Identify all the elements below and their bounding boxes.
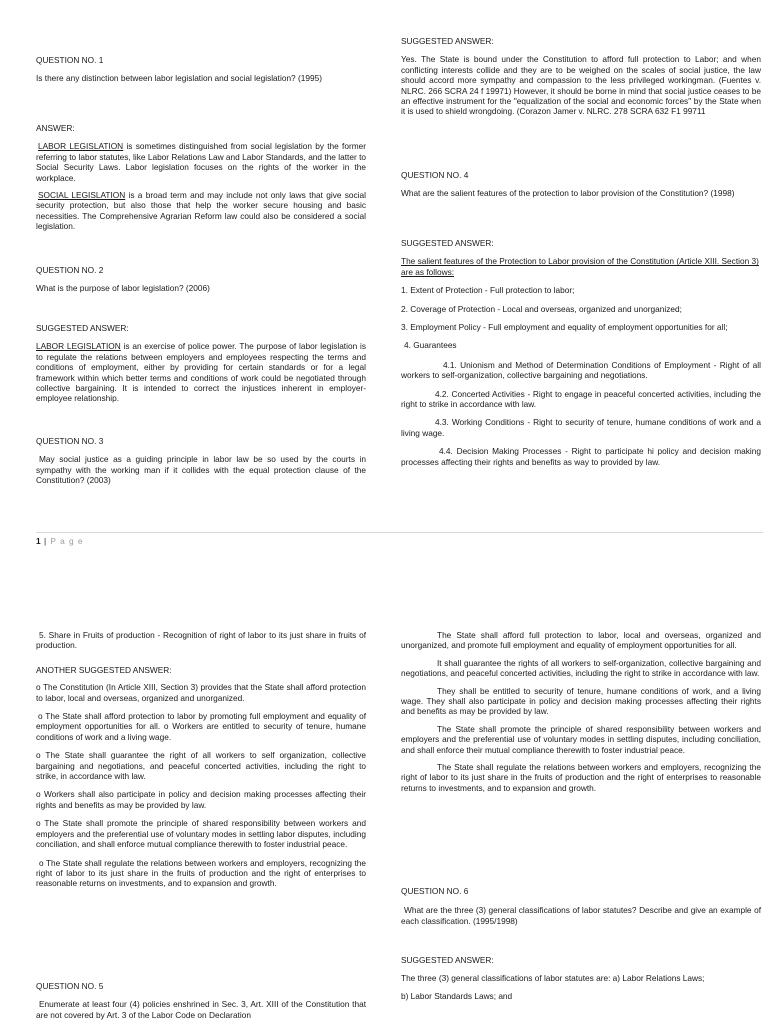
sa4-block	[401, 238, 761, 467]
page2-left	[36, 630, 366, 889]
sa3-text: Yes. The State is bound under the Constitution to afford full protection to Labor; and when conflicting interests collide and they are to be weighed on the scales of social justice, the law should accord more sympathy and compassion to the less privileged workingman. (Fuentes v. NLRC. 266 SCRA 24 f 19971) However, it should be borne in mind that social justice ceases to be an effective instrument for the "equalization of the social and economic forces" by the State when it is used to shield wrongdoing. (Corazon Jamer v. NLRC. 278 SCRA 632 F1 99711	[401, 54, 761, 117]
bullet-6: o The State shall regulate the relations between workers and employers, recognizing the right of labor to its just share in the fruits of production and the right of enterprises to reasonable returns on investments, and to expansion and growth.	[36, 857, 366, 889]
page-number: 1	[36, 536, 41, 546]
q4-heading: QUESTION NO. 4	[401, 170, 469, 180]
item4-2: 4.2. Concerted Activities - Right to engage in peaceful concerted activities, including the right to strike in accordance with law.	[401, 388, 761, 410]
const-para-3: They shall be entitled to security of tenure, humane conditions of work, and a living wage. They shall also participate in policy and decision making processes affecting their rights and benefits as may be provided by law.	[401, 685, 761, 717]
item4-1: 4.1. Unionism and Method of Determination Conditions of Employment - Right of all workers to self-organization, collective bargaining and negotiations.	[401, 359, 761, 381]
item2: 2. Coverage of Protection - Local and overseas, organized and unorganized;	[401, 303, 682, 314]
item5: 5. Share in Fruits of production - Recognition of right of labor to its just share in fruits of production.	[36, 630, 366, 651]
answer2-para	[36, 190, 366, 232]
answer1-para	[36, 141, 366, 183]
q6-text: What are the three (3) general classifications of labor statutes? Describe and give an example of each classification. (1995/1998)	[401, 905, 761, 926]
q5-heading: QUESTION NO. 5	[36, 981, 104, 991]
sa6-item-b: b) Labor Standards Laws; and	[401, 990, 513, 1001]
page-label: P a g e	[50, 536, 84, 546]
q2-block	[36, 265, 366, 294]
page-footer	[36, 536, 84, 546]
sa4-intro: The salient features of the Protection to Labor provision of the Constitution (Article XIII. Section 3) are as follows:	[401, 256, 759, 277]
q1-heading: QUESTION NO. 1	[36, 55, 104, 65]
item4-4: 4.4. Decision Making Processes - Right to participate hi policy and decision making processes affecting their rights and benefits as way to provided by law.	[401, 446, 761, 467]
const-para-4: The State shall promote the principle of shared responsibility between workers and employers and the preferential use of voluntary modes in settling disputes, including conciliation, and shall enforce their mutual compliance therewith to foster industrial peace.	[401, 723, 761, 755]
sa3-block	[401, 36, 761, 117]
bullet-4: o Workers shall also participate in policy and decision making processes affecting their rights and benefits as may be provided by law.	[36, 789, 366, 810]
q1-block	[36, 55, 366, 84]
sa2-para	[36, 341, 366, 403]
labor-legislation-term: LABOR LEGISLATION	[38, 141, 124, 152]
social-legislation-term: SOCIAL LEGISLATION	[38, 190, 126, 201]
item4-3: 4.3. Working Conditions - Right to security of tenure, humane conditions of work and a living wage.	[401, 417, 761, 438]
answer1-rest: is sometimes distinguished from social legislation by the former referring to labor statutes, like Labor Relations Law and Labor Standards, and the latter to Social Security Laws. Labor legislation focuses on the rights of the worker in the workplace.	[36, 141, 366, 183]
q2-text: What is the purpose of labor legislation? (2006)	[36, 283, 210, 294]
page-separator: |	[43, 536, 48, 546]
sa6-heading: SUGGESTED ANSWER:	[401, 955, 494, 965]
answer-heading: ANSWER:	[36, 123, 75, 133]
sa2-heading: SUGGESTED ANSWER:	[36, 323, 129, 333]
q3-block	[36, 436, 366, 486]
const-para-5: The State shall regulate the relations between workers and employers, recognizing the right of labor to its just share in the fruits of production and the right of enterprises to reasonable returns to investments, and to expansion and growth.	[401, 762, 761, 793]
item1: 1. Extent of Protection - Full protection to labor;	[401, 285, 575, 296]
sa6-block	[401, 955, 761, 1001]
item4: 4. Guarantees	[404, 340, 457, 351]
q5-block	[36, 981, 366, 1020]
answer2-rest: is a broad term and may include not only laws that give social security protection, but also those that help the worker secure housing and basic necessities. The Comprehensive Agrarian Reform law could also be considered a social legislation.	[36, 190, 366, 232]
q6-block	[401, 886, 761, 926]
sa2-term: LABOR LEGISLATION	[36, 341, 121, 352]
bullet-5: o The State shall promote the principle of shared responsibility between workers and employers and the preferential use of voluntary modes in settling labor disputes, including conciliation, and shall enforce mutual compliance therewith to foster industrial peace.	[36, 818, 366, 850]
bullet-3: o The State shall guarantee the right of all workers to self organization, collective bargaining and negotiations, and peaceful concerted activities, including the right to strike, in accordance with law.	[36, 750, 366, 782]
another-heading: ANOTHER SUGGESTED ANSWER:	[36, 664, 172, 675]
bullet-2: o The State shall afford protection to labor by promoting full employment and equality of employment opportunities for all. o Workers are entitled to security of tenure, humane conditions of work and a living wage.	[36, 711, 366, 742]
const-para-1: The State shall afford full protection to labor, local and overseas, organized and unorganized, and promote full employment and equality of employment opportunities for all.	[401, 630, 761, 651]
page-divider	[36, 532, 763, 533]
sa2-rest: is an exercise of police power. The purpose of labor legislation is to regulate the relations between employers and employees respecting the terms and conditions of employment, either by providing for certain standards or for a legal framework within which better terms and conditions of work could be negotiated through collective bargaining. It is intended to correct the injustices inherent in employer-employee relationship.	[36, 341, 366, 404]
answer1-block	[36, 123, 366, 232]
q3-text: May social justice as a guiding principle in labor law be so used by the courts in sympathy with the working man if it collides with the equal protection clause of the Constitution? (2003)	[36, 454, 366, 486]
sa4-heading: SUGGESTED ANSWER:	[401, 238, 494, 248]
sa6-text: The three (3) general classifications of labor statutes are: a) Labor Relations Laws;	[401, 973, 705, 984]
q3-heading: QUESTION NO. 3	[36, 436, 104, 446]
q1-text: Is there any distinction between labor legislation and social legislation? (1995)	[36, 73, 322, 84]
q5-text: Enumerate at least four (4) policies enshrined in Sec. 3, Art. XIII of the Constitution that are not covered by Art. 3 of the Labor Code on Declaration	[36, 999, 366, 1020]
bullet-1: o The Constitution (In Article XIII, Section 3) provides that the State shall afford protection to labor, local and overseas, organized and unorganized.	[36, 682, 366, 703]
q2-heading: QUESTION NO. 2	[36, 265, 104, 275]
sa2-block	[36, 323, 366, 404]
item3: 3. Employment Policy - Full employment and equality of employment opportunities for all;	[401, 322, 728, 333]
page2-right	[401, 630, 761, 793]
sa3-heading: SUGGESTED ANSWER:	[401, 36, 494, 46]
const-para-2: It shall guarantee the rights of all workers to self-organization, collective bargaining and negotiations, and peaceful concerted activities, including the right to strike in accordance with law.	[401, 657, 761, 679]
q4-text: What are the salient features of the protection to labor provision of the Constitution? (1998)	[401, 188, 735, 199]
q6-heading: QUESTION NO. 6	[401, 886, 469, 896]
q4-block	[401, 170, 761, 199]
